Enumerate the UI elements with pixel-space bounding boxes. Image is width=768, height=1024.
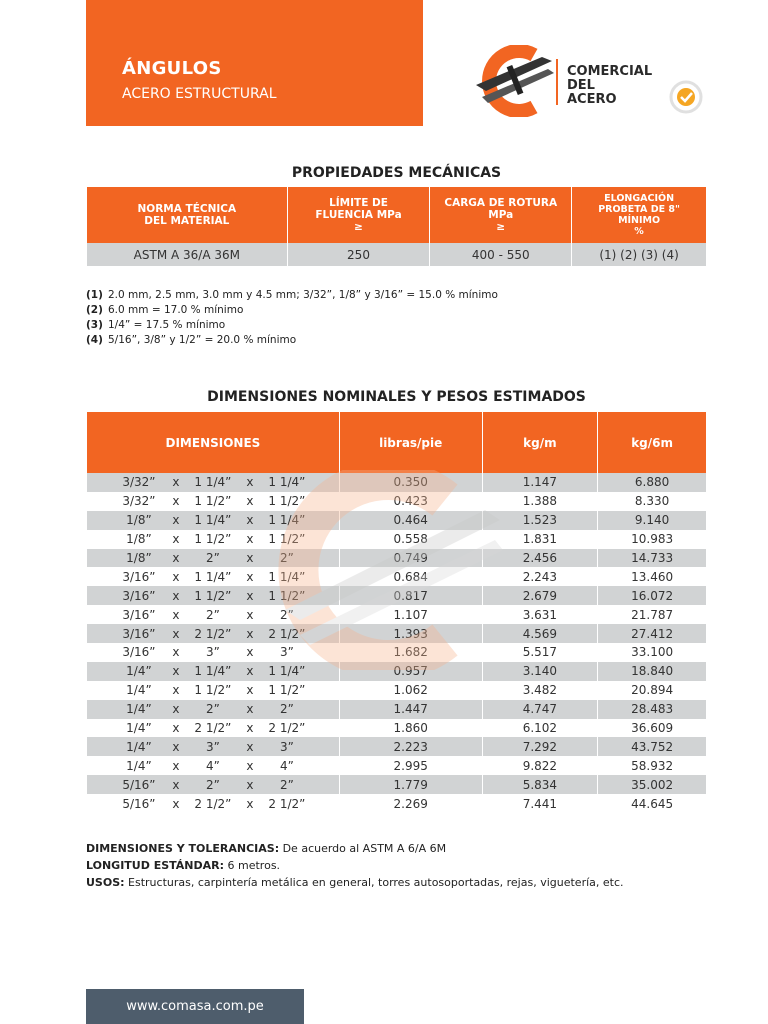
- header-kg-6m: kg/6m: [598, 412, 707, 473]
- kg-6m-cell: 6.880: [598, 473, 707, 492]
- libras-pie-cell: 2.995: [339, 756, 482, 775]
- kg-m-cell: 1.523: [482, 511, 598, 530]
- table-row: [87, 643, 707, 662]
- kg-6m-cell: 16.072: [598, 586, 707, 605]
- table-row: [87, 719, 707, 738]
- kg-m-cell: 7.441: [482, 794, 598, 813]
- kg-m-cell: 3.482: [482, 681, 598, 700]
- dimension-cell: 5/16” x 2 1/2” x 2 1/2”: [87, 794, 340, 813]
- kg-6m-cell: 28.483: [598, 700, 707, 719]
- tolerances-line: DIMENSIONES Y TOLERANCIAS: De acuerdo al ASTM A 6/A 6M: [86, 842, 447, 855]
- table-header-row: [87, 412, 707, 473]
- dimension-cell: 3/32” x 1 1/4” x 1 1/4”: [87, 473, 340, 492]
- table-row: [87, 681, 707, 700]
- kg-6m-cell: 20.894: [598, 681, 707, 700]
- dimension-cell: 3/32” x 1 1/2” x 1 1/2”: [87, 492, 340, 511]
- kg-6m-cell: 27.412: [598, 624, 707, 643]
- libras-pie-cell: 0.684: [339, 567, 482, 586]
- dimension-cell: 1/4” x 1 1/2” x 1 1/2”: [87, 681, 340, 700]
- libras-pie-cell: 1.393: [339, 624, 482, 643]
- dimension-cell: 1/8” x 1 1/2” x 1 1/2”: [87, 530, 340, 549]
- table-row: [87, 473, 707, 492]
- header-limite-fluencia: LÍMITE DE FLUENCIA MPa ≥: [287, 187, 430, 243]
- dimension-cell: 3/16” x 1 1/2” x 1 1/2”: [87, 586, 340, 605]
- kg-m-cell: 4.747: [482, 700, 598, 719]
- specification-notes: [86, 840, 624, 891]
- dimension-cell: 3/16” x 2” x 2”: [87, 605, 340, 624]
- table-row: [87, 756, 707, 775]
- kg-m-cell: 4.569: [482, 624, 598, 643]
- logo-text: COMERCIAL DEL ACERO: [567, 64, 653, 107]
- header-elongacion: ELONGACIÓN PROBETA DE 8" MÍNIMO %: [572, 187, 707, 243]
- libras-pie-cell: 2.269: [339, 794, 482, 813]
- libras-pie-cell: 0.749: [339, 549, 482, 568]
- kg-m-cell: 2.456: [482, 549, 598, 568]
- kg-m-cell: 1.388: [482, 492, 598, 511]
- dimension-cell: 1/4” x 4” x 4”: [87, 756, 340, 775]
- certification-seal-icon: [668, 79, 704, 115]
- table-row: [87, 794, 707, 813]
- note-item: (3) 1/4” = 17.5 % mínimo: [86, 319, 226, 331]
- table-row: [87, 586, 707, 605]
- kg-6m-cell: 10.983: [598, 530, 707, 549]
- header-carga-rotura: CARGA DE ROTURA MPa ≥: [430, 187, 572, 243]
- kg-6m-cell: 13.460: [598, 567, 707, 586]
- page-subtitle: ACERO ESTRUCTURAL: [122, 86, 277, 102]
- kg-6m-cell: 14.733: [598, 549, 707, 568]
- kg-m-cell: 5.517: [482, 643, 598, 662]
- table-row: [87, 492, 707, 511]
- table-row: ASTM A 36/A 36M 250 400 - 550 (1) (2) (3) (4): [87, 243, 707, 266]
- kg-m-cell: 3.140: [482, 662, 598, 681]
- kg-6m-cell: 9.140: [598, 511, 707, 530]
- note-item: (2) 6.0 mm = 17.0 % mínimo: [86, 304, 244, 316]
- kg-6m-cell: 35.002: [598, 775, 707, 794]
- kg-6m-cell: 36.609: [598, 719, 707, 738]
- dimension-cell: 3/16” x 3” x 3”: [87, 643, 340, 662]
- table-row: [87, 530, 707, 549]
- table-row: [87, 567, 707, 586]
- steel-beam-logo-icon: [472, 45, 562, 117]
- dimension-cell: 3/16” x 1 1/4” x 1 1/4”: [87, 567, 340, 586]
- table-row: [87, 775, 707, 794]
- kg-m-cell: 2.679: [482, 586, 598, 605]
- length-line: LONGITUD ESTÁNDAR: 6 metros.: [86, 859, 281, 872]
- header-dimensiones: DIMENSIONES: [87, 412, 340, 473]
- note-item: (1) 2.0 mm, 2.5 mm, 3.0 mm y 4.5 mm; 3/32”, 1/8” y 3/16” = 15.0 % mínimo: [86, 289, 498, 301]
- mechanical-properties-title: PROPIEDADES MECÁNICAS: [291, 165, 502, 181]
- kg-m-cell: 1.831: [482, 530, 598, 549]
- kg-m-cell: 3.631: [482, 605, 598, 624]
- elongation-notes: [86, 288, 498, 348]
- libras-pie-cell: 0.464: [339, 511, 482, 530]
- libras-pie-cell: 0.350: [339, 473, 482, 492]
- website-link[interactable]: www.comasa.com.pe: [86, 989, 304, 1024]
- libras-pie-cell: 1.107: [339, 605, 482, 624]
- dimension-cell: 1/4” x 3” x 3”: [87, 737, 340, 756]
- dimensions-table: [86, 412, 707, 813]
- dimension-cell: 1/4” x 2 1/2” x 2 1/2”: [87, 719, 340, 738]
- company-logo: [472, 45, 712, 125]
- mechanical-properties-table: [86, 187, 707, 266]
- kg-m-cell: 7.292: [482, 737, 598, 756]
- dimensions-title: DIMENSIONES NOMINALES Y PESOS ESTIMADOS: [207, 389, 586, 405]
- kg-m-cell: 9.822: [482, 756, 598, 775]
- libras-pie-cell: 1.682: [339, 643, 482, 662]
- kg-6m-cell: 18.840: [598, 662, 707, 681]
- table-row: [87, 605, 707, 624]
- table-row: [87, 737, 707, 756]
- libras-pie-cell: 2.223: [339, 737, 482, 756]
- libras-pie-cell: 1.447: [339, 700, 482, 719]
- libras-pie-cell: 1.779: [339, 775, 482, 794]
- libras-pie-cell: 0.423: [339, 492, 482, 511]
- table-row: [87, 662, 707, 681]
- dimension-cell: 1/4” x 1 1/4” x 1 1/4”: [87, 662, 340, 681]
- kg-m-cell: 1.147: [482, 473, 598, 492]
- kg-6m-cell: 44.645: [598, 794, 707, 813]
- header-libras-pie: libras/pie: [339, 412, 482, 473]
- logo-divider: [556, 59, 558, 105]
- dimension-cell: 1/8” x 1 1/4” x 1 1/4”: [87, 511, 340, 530]
- dimension-cell: 3/16” x 2 1/2” x 2 1/2”: [87, 624, 340, 643]
- libras-pie-cell: 0.957: [339, 662, 482, 681]
- dimension-cell: 1/4” x 2” x 2”: [87, 700, 340, 719]
- dimension-cell: 5/16” x 2” x 2”: [87, 775, 340, 794]
- page-title: ÁNGULOS: [122, 58, 222, 79]
- kg-m-cell: 5.834: [482, 775, 598, 794]
- dimensions-table-body: [87, 473, 707, 813]
- table-row: [87, 624, 707, 643]
- kg-6m-cell: 21.787: [598, 605, 707, 624]
- kg-6m-cell: 8.330: [598, 492, 707, 511]
- kg-6m-cell: 43.752: [598, 737, 707, 756]
- dimension-cell: 1/8” x 2” x 2”: [87, 549, 340, 568]
- table-row: [87, 700, 707, 719]
- table-row: [87, 511, 707, 530]
- kg-m-cell: 2.243: [482, 567, 598, 586]
- libras-pie-cell: 0.817: [339, 586, 482, 605]
- note-item: (4) 5/16”, 3/8” y 1/2” = 20.0 % mínimo: [86, 334, 297, 346]
- kg-6m-cell: 58.932: [598, 756, 707, 775]
- header-norma: NORMA TÉCNICA DEL MATERIAL: [87, 187, 288, 243]
- uses-line: USOS: Estructuras, carpintería metálica en general, torres autosoportadas, rejas, viguetería, etc.: [86, 876, 624, 889]
- header-banner: [86, 0, 423, 126]
- table-row: [87, 549, 707, 568]
- libras-pie-cell: 1.860: [339, 719, 482, 738]
- table-header-row: [87, 187, 707, 243]
- libras-pie-cell: 1.062: [339, 681, 482, 700]
- kg-m-cell: 6.102: [482, 719, 598, 738]
- kg-6m-cell: 33.100: [598, 643, 707, 662]
- libras-pie-cell: 0.558: [339, 530, 482, 549]
- header-kg-m: kg/m: [482, 412, 598, 473]
